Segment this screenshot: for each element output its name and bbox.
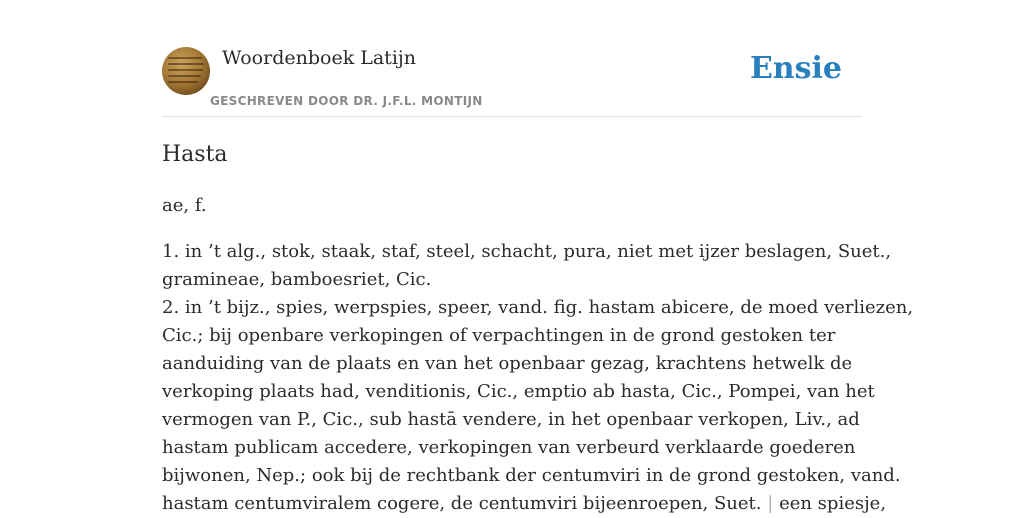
definition-text bbox=[162, 238, 914, 518]
definition-line: verkoping plaats had, venditionis, Cic., emptio ab hasta, Cic., Pompei, van het bbox=[162, 381, 875, 402]
separator: | bbox=[767, 493, 774, 514]
definition-line-text: hastam centumviralem cogere, de centumviri bijeenroepen, Suet. bbox=[162, 493, 762, 514]
definition-line: vermogen van P., Cic., sub hastā vendere, in het openbaar verkopen, Liv., ad bbox=[162, 409, 860, 430]
grammar-info: ae, f. bbox=[162, 195, 207, 216]
dictionary-title[interactable]: Woordenboek Latijn bbox=[222, 47, 417, 69]
bronze-tablet-logo-icon[interactable] bbox=[162, 47, 210, 95]
definition-line-last bbox=[162, 490, 887, 518]
definition-line: gramineae, bamboesriet, Cic. bbox=[162, 269, 432, 290]
definition-line: aanduiding van de plaats en van het openbaar gezag, krachtens hetwelk de bbox=[162, 353, 853, 374]
definition-line: bijwonen, Nep.; ook bij de rechtbank der centumviri in de grond gestoken, vand. bbox=[162, 465, 901, 486]
definition-line: Cic.; bij openbare verkopingen of verpachtingen in de grond gestoken ter bbox=[162, 325, 836, 346]
definition-line-tail: een spiesje, bbox=[779, 493, 887, 514]
definition-line: 2. in ’t bijz., spies, werpspies, speer, vand. fig. hastam abicere, de moed verliezen, bbox=[162, 297, 914, 318]
definition-line: hastam publicam accedere, verkopingen van verbeurd verklaarde goederen bbox=[162, 437, 856, 458]
header bbox=[162, 0, 862, 117]
headword: Hasta bbox=[162, 142, 228, 167]
author-byline: GESCHREVEN DOOR DR. J.F.L. MONTIJN bbox=[210, 94, 483, 108]
definition-line: 1. in ’t alg., stok, staak, staf, steel, schacht, pura, niet met ijzer beslagen, Suet., bbox=[162, 241, 892, 262]
page bbox=[162, 0, 914, 514]
brand-logo[interactable]: Ensie bbox=[749, 51, 842, 86]
